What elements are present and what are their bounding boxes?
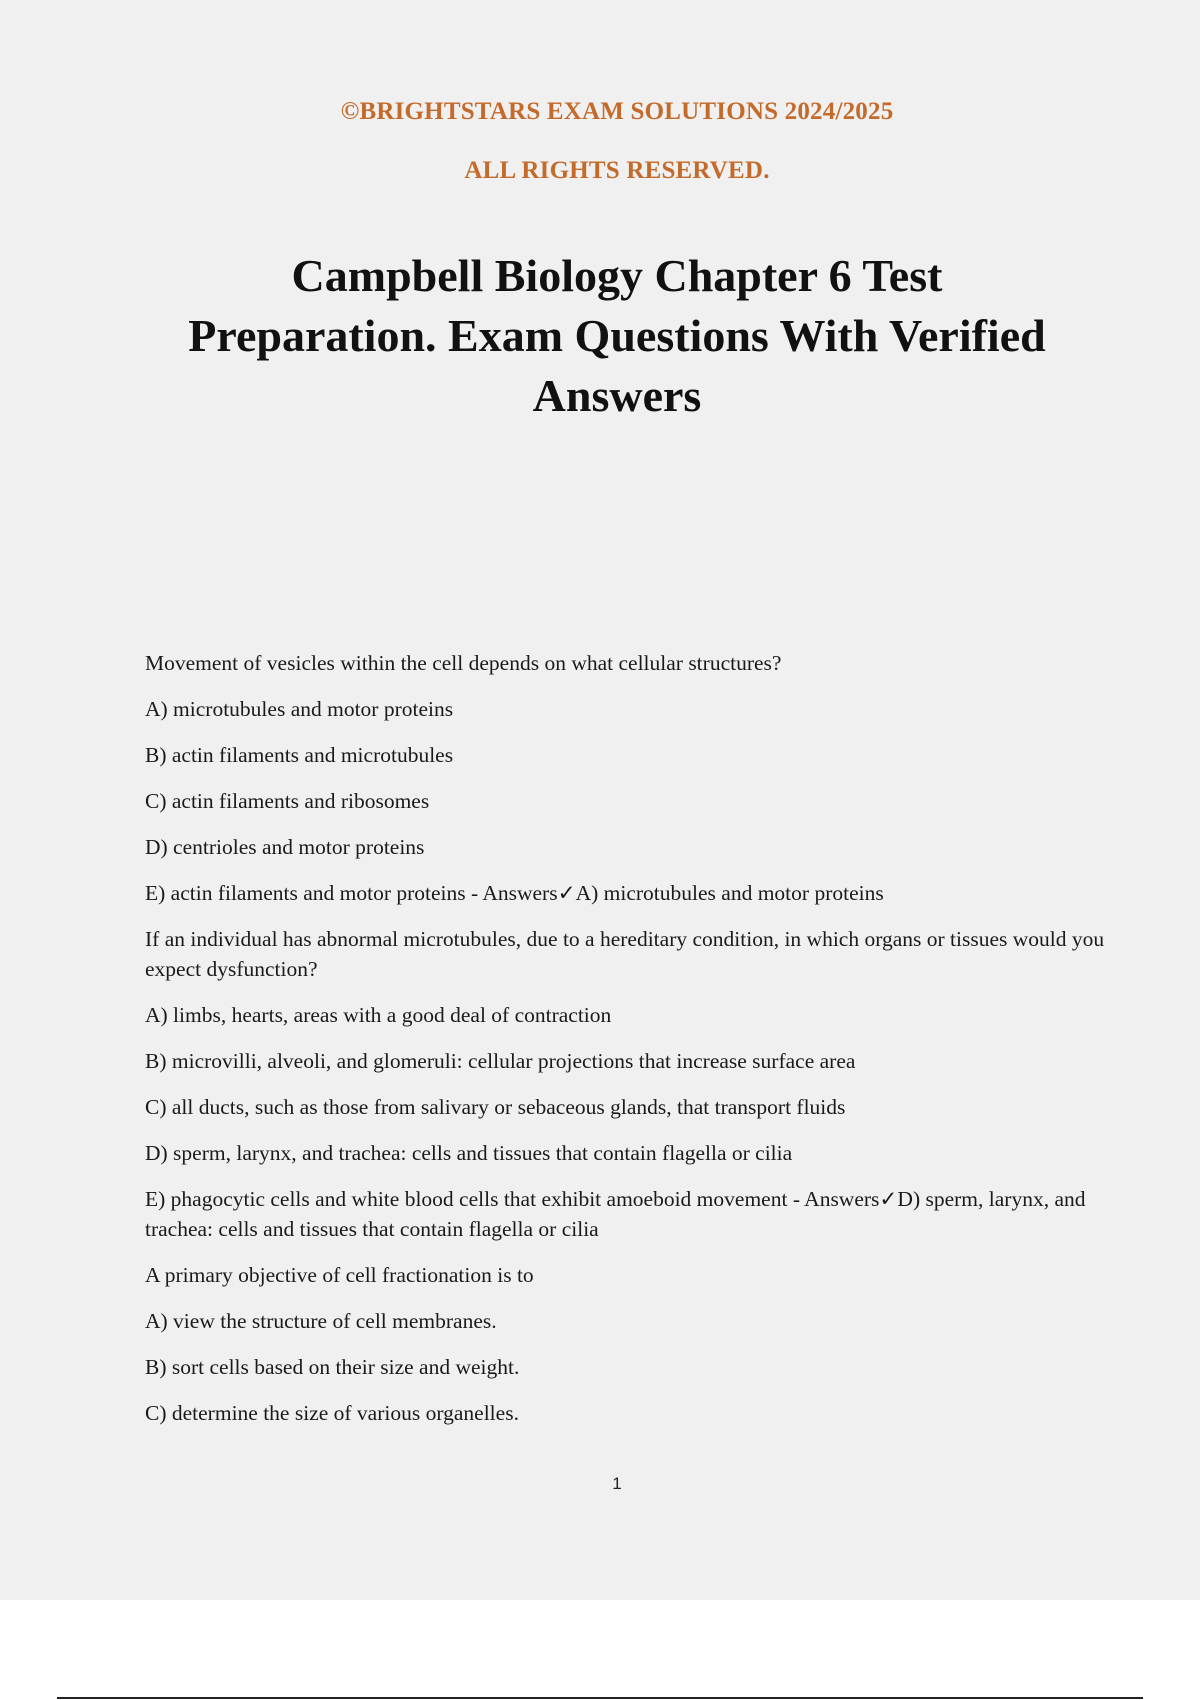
page-number: 1	[612, 1474, 622, 1493]
question-3-text: A primary objective of cell fractionation is to	[145, 1263, 534, 1287]
question-content	[145, 648, 1105, 1444]
title-line-2: Preparation. Exam Questions With Verified	[188, 310, 1046, 361]
document-title	[120, 246, 1114, 426]
question-2-option-a: A) limbs, hearts, areas with a good deal of contraction	[145, 1003, 612, 1027]
question-1-option-e-answer: E) actin filaments and motor proteins - Answers✓A) microtubules and motor proteins	[145, 881, 884, 905]
question-2-option-d: D) sperm, larynx, and trachea: cells and tissues that contain flagella or cilia	[145, 1141, 793, 1165]
question-3-option-a: A) view the structure of cell membranes.	[145, 1309, 497, 1333]
question-1-option-d: D) centrioles and motor proteins	[145, 835, 425, 859]
question-1-option-c: C) actin filaments and ribosomes	[145, 789, 430, 813]
question-3-option-c: C) determine the size of various organelles.	[145, 1401, 519, 1425]
question-1-option-b: B) actin filaments and microtubules	[145, 743, 454, 767]
question-3-option-b: B) sort cells based on their size and weight.	[145, 1355, 520, 1379]
question-1-option-a: A) microtubules and motor proteins	[145, 697, 454, 721]
question-2-option-b: B) microvilli, alveoli, and glomeruli: cellular projections that increase surface area	[145, 1049, 856, 1073]
title-line-3: Answers	[532, 370, 702, 421]
title-line-1: Campbell Biology Chapter 6 Test	[291, 250, 943, 301]
question-2-option-e-answer: E) phagocytic cells and white blood cells that exhibit amoeboid movement - Answers✓D) sperm, larynx, and trachea: cells and tissues that contain flagella or cilia	[145, 1187, 1086, 1241]
question-1-text: Movement of vesicles within the cell depends on what cellular structures?	[145, 651, 782, 675]
next-page-divider	[57, 1697, 1143, 1699]
question-2-text: If an individual has abnormal microtubules, due to a hereditary condition, in which organs or tissues would you expect dysfunction?	[145, 927, 1105, 981]
rights-reserved-header: ALL RIGHTS RESERVED.	[464, 157, 770, 184]
question-2-option-c: C) all ducts, such as those from salivary or sebaceous glands, that transport fluids	[145, 1095, 846, 1119]
copyright-header: ©BRIGHTSTARS EXAM SOLUTIONS 2024/2025	[340, 98, 894, 125]
